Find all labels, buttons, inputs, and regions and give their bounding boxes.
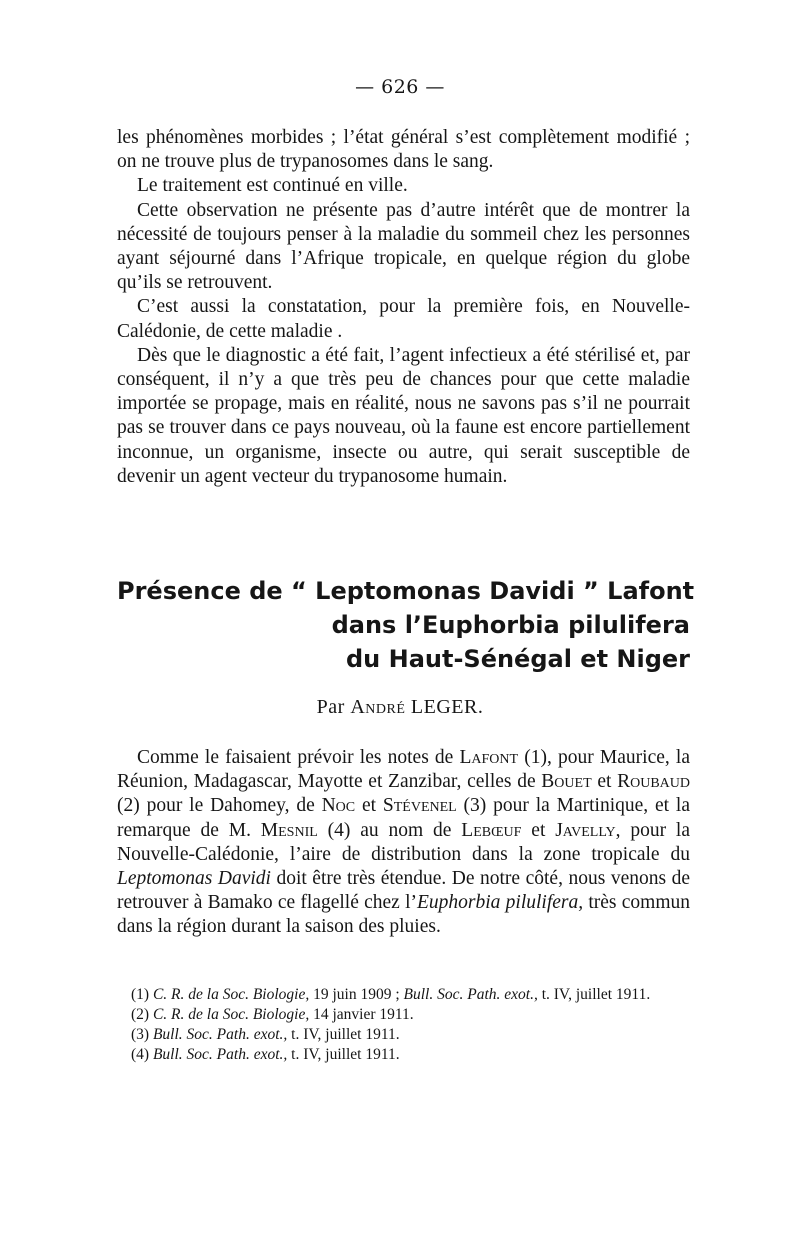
author-first-name: André <box>350 696 406 718</box>
text-run: et <box>591 771 618 793</box>
author-name: Mesnil <box>260 819 318 841</box>
paragraph: C’est aussi la constatation, pour la première fois, en Nouvelle-Calédonie, de cette maladie . <box>117 296 690 342</box>
footnote-number: (1) <box>131 986 153 1003</box>
author-name: Bouet <box>541 771 592 793</box>
title-line-2: dans l’Euphorbia pilulifera <box>331 611 690 639</box>
citation-title: Bull. Soc. Path. exot., <box>152 1026 288 1043</box>
text-run: et <box>521 819 556 841</box>
text-run: (4) au nom de <box>317 819 462 841</box>
footnote-1 <box>117 985 690 1005</box>
author-name: Stévenel <box>382 795 457 817</box>
paragraph: Cette observation ne présente pas d’autre intérêt que de montrer la nécessité de toujours penser à la maladie du sommeil chez les personnes ayant séjourné dans l’Afrique tropicale, en quelque région du globe qu’ils se retrouvent. <box>117 199 690 294</box>
text-run: Comme le faisaient prévoir les notes de <box>137 747 460 768</box>
species-name: Leptomonas Davidi <box>117 868 271 890</box>
footnote-number: (4) <box>131 1046 153 1063</box>
paragraph: Le traitement est continué en ville. <box>137 175 408 197</box>
author-name: Javelly <box>555 819 616 841</box>
text-run: , pour la Nouvelle-Calédonie, l’aire de distribution dans la zone tropicale du <box>117 819 690 865</box>
citation-title: C. R. de la Soc. Biologie, <box>152 986 310 1003</box>
citation-text: t. IV, juillet 1911. <box>287 1046 400 1063</box>
text-run: et <box>355 795 383 817</box>
text-run: doit être très étendue. De notre côté, nous venons de retrouver à Bamako ce flagellé chez l’ <box>117 868 690 914</box>
citation-title: Bull. Soc. Path. exot., <box>152 1046 288 1063</box>
text-run: (1), pour Maurice, la Réunion, Madagascar, Mayotte et Zanzibar, celles de <box>117 747 690 793</box>
author-last-name: LEGER. <box>410 696 484 718</box>
text-run: très commun dans la région durant la saison des pluies. <box>117 892 690 938</box>
paragraph: les phénomènes morbides ; l’état général s’est complètement modifié ; on ne trouve plus de trypanosomes dans le sang. <box>117 127 690 173</box>
citation-title: C. R. de la Soc. Biologie, <box>152 1006 310 1023</box>
text-run: (2) pour le Dahomey, de <box>117 795 322 817</box>
title-line-1: Présence de “ Leptomonas Davidi ” Lafont <box>117 577 695 605</box>
author-byline <box>0 696 800 719</box>
author-name: Lafont <box>459 747 519 768</box>
article-body <box>117 746 690 940</box>
citation-text: 19 juin 1909 ; <box>309 986 404 1003</box>
citation-title: Bull. Soc. Path. exot., <box>403 986 538 1003</box>
author-name: Roubaud <box>617 771 690 793</box>
footnote-4 <box>117 1045 690 1065</box>
citation-text: t. IV, juillet 1911. <box>537 986 651 1003</box>
paragraph: Dès que le diagnostic a été fait, l’agent infectieux a été stérilisé et, par conséquent, il n’y a que très peu de chances pour que cette maladie importée se propage, mais en réalité, nous ne savons pas s’il ne pourrait pas se trouver dans ce pays nouveau, où la faune est encore partiellement inconnue, un organisme, insecte ou autre, qui serait susceptible de devenir un agent vecteur du trypanosome humain. <box>117 344 690 487</box>
footnote-3 <box>117 1025 690 1045</box>
footnote-2 <box>117 1005 690 1025</box>
footnote-number: (3) <box>131 1026 153 1043</box>
page-number: — 626 — <box>355 76 445 98</box>
title-line-3: du Haut-Sénégal et Niger <box>345 645 690 673</box>
byline-prefix: Par <box>316 696 345 718</box>
footnote-number: (2) <box>131 1006 153 1023</box>
author-name: Noc <box>321 795 356 817</box>
author-name: Lebœuf <box>461 819 522 841</box>
species-name: Euphorbia pilulifera, <box>416 892 584 914</box>
footnotes <box>117 985 690 1065</box>
previous-article-text <box>117 126 690 489</box>
text-run: (3) pour la Martinique, et la remarque de M. <box>117 795 690 841</box>
paragraph <box>117 746 690 940</box>
article-title <box>117 574 695 676</box>
citation-text: t. IV, juillet 1911. <box>287 1026 400 1043</box>
citation-text: 14 janvier 1911. <box>309 1006 414 1023</box>
